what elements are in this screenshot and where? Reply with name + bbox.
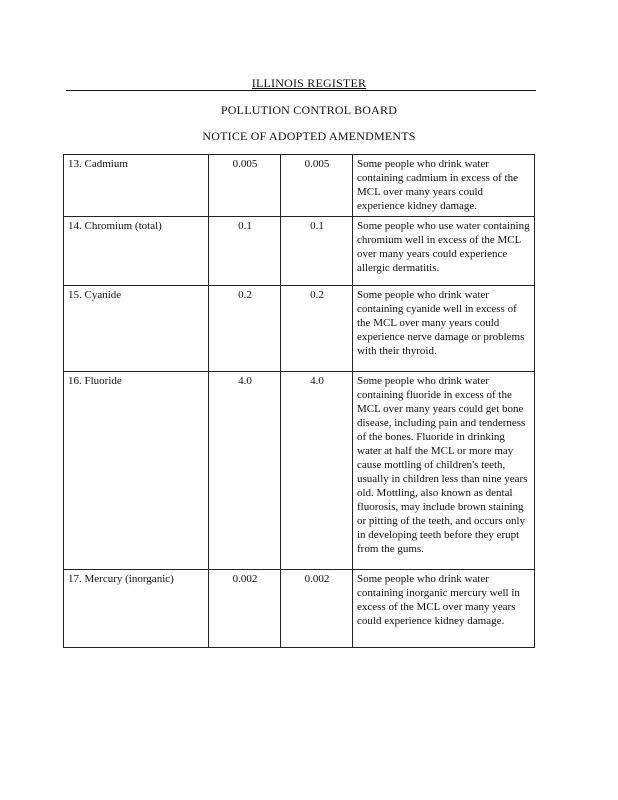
notice-title: NOTICE OF ADOPTED AMENDMENTS bbox=[202, 129, 416, 143]
mclg-value: 4.0 bbox=[209, 372, 281, 570]
contaminant-name: 16. Fluoride bbox=[64, 372, 209, 570]
table-row bbox=[64, 372, 535, 570]
health-effects: Some people who drink water containing cadmium in excess of the MCL over many years could experience kidney damage. bbox=[353, 155, 535, 217]
mclg-value: 0.005 bbox=[209, 155, 281, 217]
contaminant-name: 17. Mercury (inorganic) bbox=[64, 570, 209, 648]
table-row bbox=[64, 155, 535, 217]
mclg-value: 0.2 bbox=[209, 286, 281, 372]
mcl-value: 0.005 bbox=[281, 155, 353, 217]
mcl-value: 0.2 bbox=[281, 286, 353, 372]
table-row bbox=[64, 570, 535, 648]
mcl-value: 0.1 bbox=[281, 217, 353, 286]
health-effects: Some people who use water containing chromium well in excess of the MCL over many years could experience allergic dermatitis. bbox=[353, 217, 535, 286]
contaminant-name: 13. Cadmium bbox=[64, 155, 209, 217]
contaminant-table bbox=[63, 154, 535, 648]
contaminant-name: 14. Chromium (total) bbox=[64, 217, 209, 286]
health-effects: Some people who drink water containing inorganic mercury well in excess of the MCL over many years could experience kidney damage. bbox=[353, 570, 535, 648]
mcl-value: 4.0 bbox=[281, 372, 353, 570]
mclg-value: 0.1 bbox=[209, 217, 281, 286]
table-row bbox=[64, 217, 535, 286]
mcl-value: 0.002 bbox=[281, 570, 353, 648]
health-effects: Some people who drink water containing fluoride in excess of the MCL over many years could get bone disease, including pain and tenderness of the bones. Fluoride in drinking water at half the MCL or more may cause mottling of children's teeth, usually in children less than nine years old. Mottling, also known as dental fluorosis, may include brown staining or pitting of the teeth, and occurs only in developing teeth before they erupt from the gums. bbox=[353, 372, 535, 570]
board-title: POLLUTION CONTROL BOARD bbox=[220, 103, 398, 117]
contaminant-name: 15. Cyanide bbox=[64, 286, 209, 372]
table-row bbox=[64, 286, 535, 372]
register-rule bbox=[66, 90, 536, 91]
register-title: ILLINOIS REGISTER bbox=[251, 76, 367, 90]
mclg-value: 0.002 bbox=[209, 570, 281, 648]
health-effects: Some people who drink water containing cyanide well in excess of the MCL over many years could experience nerve damage or problems with their thyroid. bbox=[353, 286, 535, 372]
